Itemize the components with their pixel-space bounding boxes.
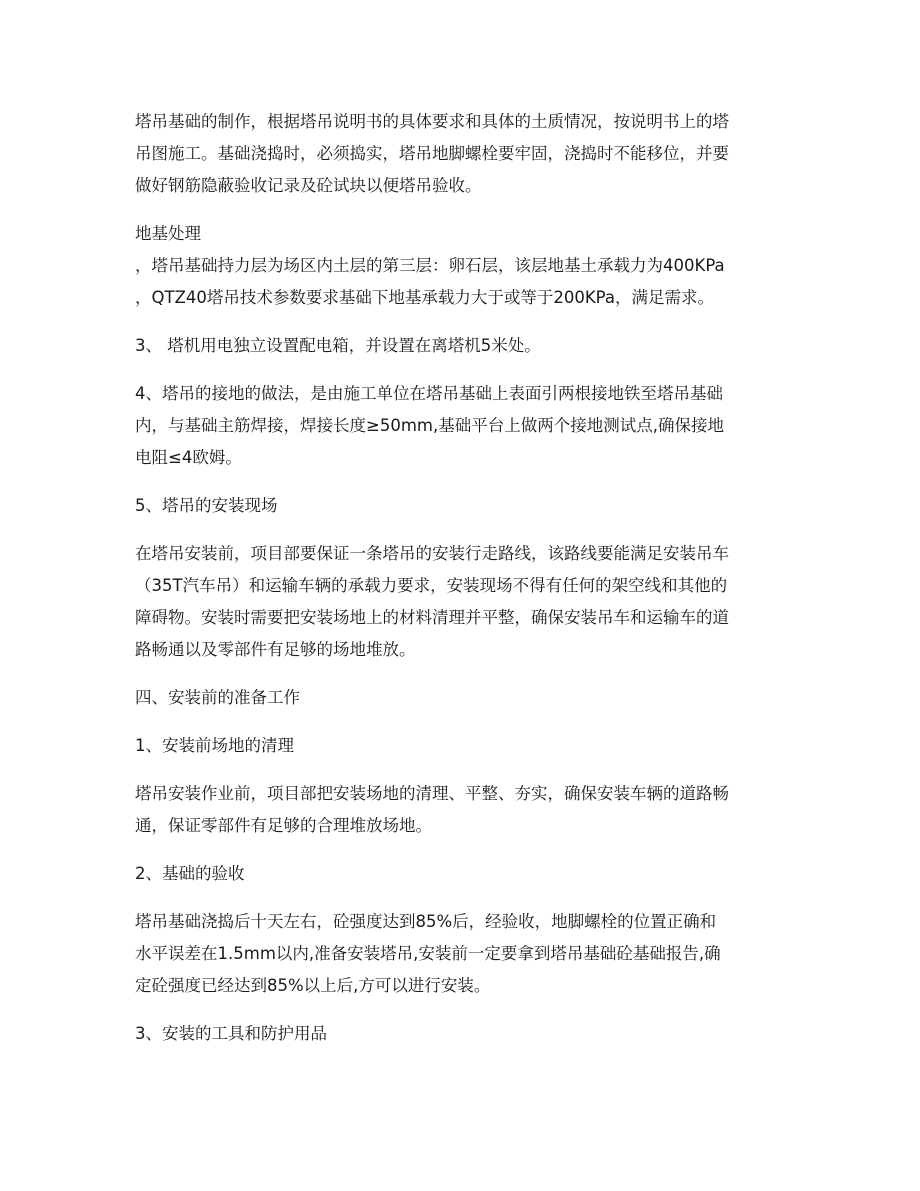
text-line: 路畅通以及零部件有足够的场地堆放。 [135,640,416,659]
section-item-power-box: 3、 塔机用电独立设置配电箱，并设置在离塔机5米处。 [135,336,541,355]
section-heading-preparation: 四、安装前的准备工作 [135,688,300,707]
paragraph-site-cleanup [135,778,795,842]
text-line: 在塔吊安装前，项目部要保证一条塔吊的安装行走路线，该路线要能满足安装吊车 [135,544,729,563]
text-line: 吊图施工。基础浇捣时，必须捣实，塔吊地脚螺栓要牢固，浇捣时不能移位，并要 [135,144,729,163]
paragraph-ground-treatment [135,218,795,314]
text-line: 电阻≤4欧姆。 [135,448,242,467]
text-line: 内，与基础主筋焊接，焊接长度≥50mm,基础平台上做两个接地测试点,确保接地 [135,416,724,435]
text-line: 水平误差在1.5mm以内,准备安装塔吊,安装前一定要拿到塔吊基础砼基础报告,确 [135,944,721,963]
paragraph-foundation-acceptance [135,906,795,1002]
paragraph-foundation-construction [135,106,795,202]
text-line: 塔吊基础的制作，根据塔吊说明书的具体要求和具体的土质情况，按说明书上的塔 [135,112,729,131]
text-line: 地基处理 [135,224,201,243]
section-heading-site-cleanup: 1、安装前场地的清理 [135,736,294,755]
text-line: 塔吊安装作业前，项目部把安装场地的清理、平整、夯实，确保安装车辆的道路畅 [135,784,729,803]
text-line: 4、塔吊的接地的做法，是由施工单位在塔吊基础上表面引两根接地铁至塔吊基础 [135,384,723,403]
section-heading-tools-protection: 3、安装的工具和防护用品 [135,1024,327,1043]
section-heading-foundation-acceptance: 2、基础的验收 [135,864,245,883]
paragraph-install-site [135,538,795,666]
document-body [135,106,795,1066]
section-heading-install-site: 5、塔吊的安装现场 [135,496,278,515]
text-line: ，QTZ40塔吊技术参数要求基础下地基承载力大于或等于200KPa，满足需求。 [135,288,714,307]
paragraph-grounding [135,378,795,474]
text-line: （35T汽车吊）和运输车辆的承载力要求，安装现场不得有任何的架空线和其他的 [135,576,728,595]
text-line: 定砼强度已经达到85%以上后,方可以进行安装。 [135,976,491,995]
text-line: ，塔吊基础持力层为场区内土层的第三层：卵石层，该层地基土承载力为400KPa [135,256,725,275]
text-line: 通，保证零部件有足够的合理堆放场地。 [135,816,432,835]
text-line: 做好钢筋隐蔽验收记录及砼试块以便塔吊验收。 [135,176,482,195]
text-line: 塔吊基础浇捣后十天左右，砼强度达到85%后，经验收，地脚螺栓的位置正确和 [135,912,717,931]
text-line: 障碍物。安装时需要把安装场地上的材料清理并平整，确保安装吊车和运输车的道 [135,608,729,627]
